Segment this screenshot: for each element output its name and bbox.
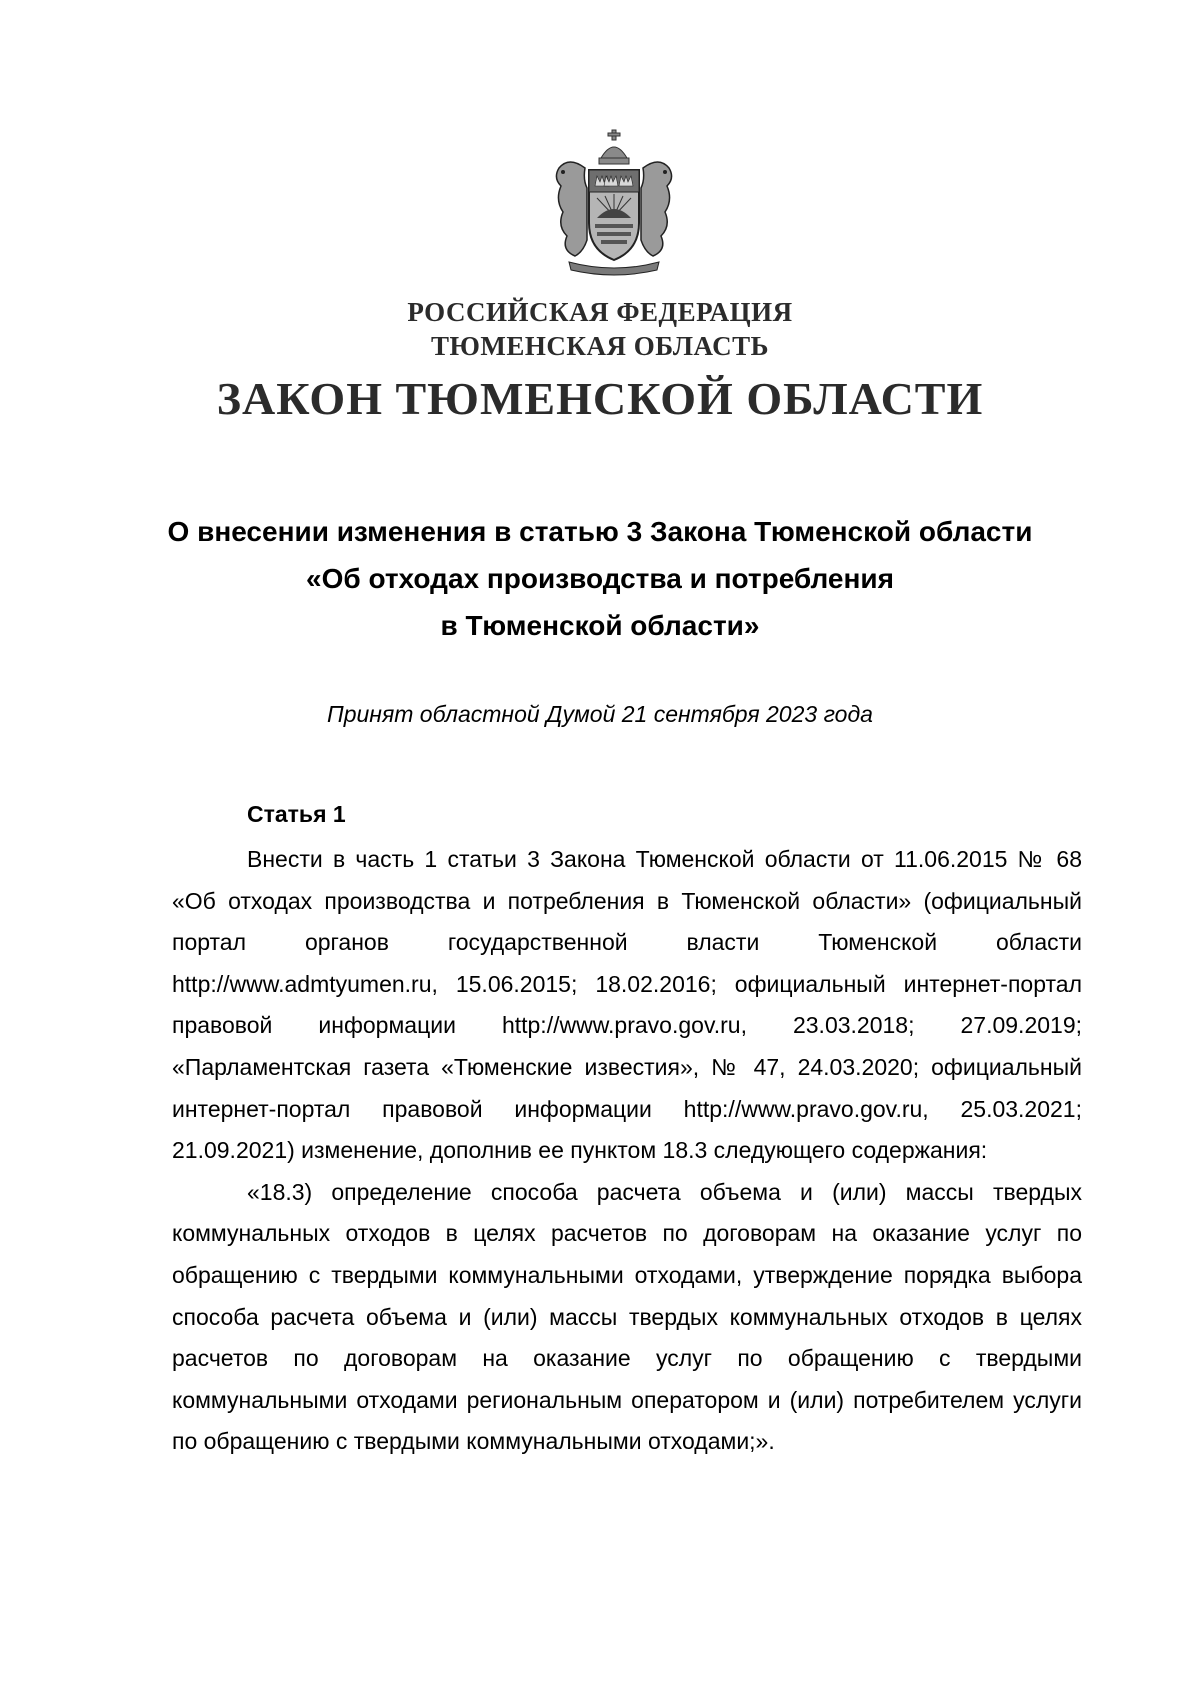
country-name: РОССИЙСКАЯ ФЕДЕРАЦИЯ bbox=[407, 297, 793, 327]
document-title-line-3: в Тюменской области» bbox=[440, 610, 760, 641]
document-title-line-2: «Об отходах производства и потребления bbox=[306, 563, 894, 594]
document-title-line-1: О внесении изменения в статью 3 Закона Тюменской области bbox=[167, 516, 1033, 547]
region-name: ТЮМЕНСКАЯ ОБЛАСТЬ bbox=[430, 331, 770, 361]
document-title bbox=[100, 508, 1100, 649]
coat-of-arms-icon bbox=[539, 128, 689, 278]
article-heading: Статья 1 bbox=[247, 801, 346, 827]
article-body bbox=[172, 839, 1082, 1463]
article-paragraph-1: Внести в часть 1 статьи 3 Закона Тюменской области от 11.06.2015 № 68 «Об отходах производства и потребления в Тюменской области» (официальный портал органов государственной власти Тюменской области http://www.admtyumen.ru, 15.06.2015; 18.02.2016; официальный интернет-портал правовой информации http://www.pravo.gov.ru, 23.03.2018; 27.09.2019; «Парламентская газета «Тюменские известия», № 47, 24.03.2020; официальный интернет-портал правовой информации http://www.pravo.gov.ru, 25.03.2021; 21.09.2021) изменение, дополнив ее пунктом 18.3 следующего содержания: bbox=[172, 846, 1082, 1164]
adoption-note: Принят областной Думой 21 сентября 2023 года bbox=[327, 701, 873, 727]
article-paragraph-2: «18.3) определение способа расчета объема и (или) массы твердых коммунальных отходов в целях расчетов по договорам на оказание услуг по обращению с твердыми коммунальными отходами, утверждение порядка выбора способа расчета объема и (или) массы твердых коммунальных отходов в целях расчетов по договорам на оказание услуг по обращению с твердыми коммунальными отходами региональным оператором и (или) потребителем услуги по обращению с твердыми коммунальными отходами;». bbox=[172, 1178, 1082, 1455]
law-type-title: ЗАКОН ТЮМЕНСКОЙ ОБЛАСТИ bbox=[216, 373, 984, 424]
